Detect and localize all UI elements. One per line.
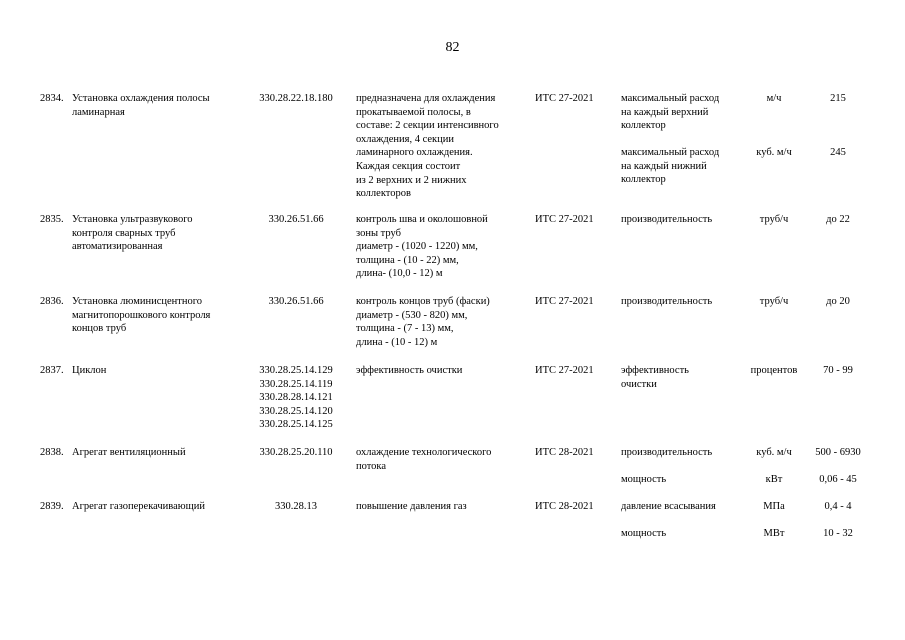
parameter-value: 215 — [830, 93, 846, 104]
row-number: 2834. — [40, 93, 64, 104]
its-reference: ИТС 27-2021 — [535, 214, 594, 225]
row-number: 2835. — [40, 214, 64, 225]
equipment-name: Установка ультразвукового контроля сварных труб автоматизированная — [72, 214, 193, 253]
parameter-value: 245 — [830, 147, 846, 158]
equipment-name: Агрегат вентиляционный — [72, 447, 186, 458]
equipment-name: Циклон — [72, 365, 107, 376]
parameter-value: 500 - 6930 — [815, 447, 861, 458]
its-reference: ИТС 27-2021 — [535, 296, 594, 307]
its-reference: ИТС 27-2021 — [535, 365, 594, 376]
parameter-name: давление всасывания — [621, 501, 716, 512]
parameter-value: 10 - 32 — [823, 528, 853, 539]
parameter-name: мощность — [621, 528, 667, 539]
row-number: 2838. — [40, 447, 64, 458]
parameter-name: максимальный расход на каждый верхний коллектор — [621, 93, 720, 132]
parameter-value: 70 - 99 — [823, 365, 853, 376]
parameter-value: до 22 — [826, 214, 850, 225]
okpd-code: 330.28.25.20.110 — [259, 447, 333, 458]
its-reference: ИТС 28-2021 — [535, 501, 594, 512]
parameter-unit: куб. м/ч — [756, 147, 792, 158]
parameter-name: эффективность очистки — [621, 365, 689, 390]
equipment-name: Установка люминисцентного магнитопорошкового контроля концов труб — [72, 296, 211, 335]
parameter-name: мощность — [621, 474, 667, 485]
okpd-code: 330.26.51.66 — [268, 296, 324, 307]
parameter-unit: МВт — [763, 528, 785, 539]
equipment-name: Установка охлаждения полосы ламинарная — [72, 93, 210, 118]
parameter-unit: процентов — [750, 365, 798, 376]
parameter-unit: куб. м/ч — [756, 447, 792, 458]
parameter-value: 0,4 - 4 — [824, 501, 852, 512]
parameter-name: производительность — [621, 296, 713, 307]
purpose: повышение давления газ — [356, 501, 467, 512]
parameter-unit: труб/ч — [759, 214, 789, 225]
purpose: эффективность очистки — [356, 365, 463, 376]
purpose: контроль концов труб (фаски) диаметр - (530 - 820) мм, толщина - (7 - 13) мм, длина - (10 - 12) м — [356, 296, 490, 348]
parameter-value: 0,06 - 45 — [819, 474, 857, 485]
purpose: охлаждение технологического потока — [356, 447, 492, 472]
parameter-value: до 20 — [826, 296, 850, 307]
parameter-unit: кВт — [765, 474, 783, 485]
equipment-name: Агрегат газоперекачивающий — [72, 501, 205, 512]
parameter-name: производительность — [621, 447, 713, 458]
okpd-code: 330.28.22.18.180 — [259, 93, 333, 104]
row-number: 2836. — [40, 296, 64, 307]
row-number: 2837. — [40, 365, 64, 376]
its-reference: ИТС 28-2021 — [535, 447, 594, 458]
okpd-code: 330.28.25.14.129 330.28.25.14.119 330.28.28.14.121 330.28.25.14.120 330.28.25.14.125 — [259, 365, 333, 431]
okpd-code: 330.28.13 — [275, 501, 317, 512]
parameter-name: производительность — [621, 214, 713, 225]
parameter-name: максимальный расход на каждый нижний коллектор — [621, 147, 720, 186]
row-number: 2839. — [40, 501, 64, 512]
parameter-unit: МПа — [763, 501, 785, 512]
okpd-code: 330.26.51.66 — [268, 214, 324, 225]
its-reference: ИТС 27-2021 — [535, 93, 594, 104]
page-number: 82 — [445, 40, 460, 55]
purpose: предназначена для охлаждения прокатываемой полосы, в составе: 2 секции интенсивного охлаждения, 4 секции ламинарного охлаждения. Каждая секция состоит из 2 верхних и 2 нижних коллекторов — [356, 93, 499, 200]
purpose: контроль шва и околошовной зоны труб диаметр - (1020 - 1220) мм, толщина - (10 - 22) мм, длина- (10,0 - 12) м — [356, 214, 488, 280]
parameter-unit: труб/ч — [759, 296, 789, 307]
parameter-unit: м/ч — [766, 93, 782, 104]
